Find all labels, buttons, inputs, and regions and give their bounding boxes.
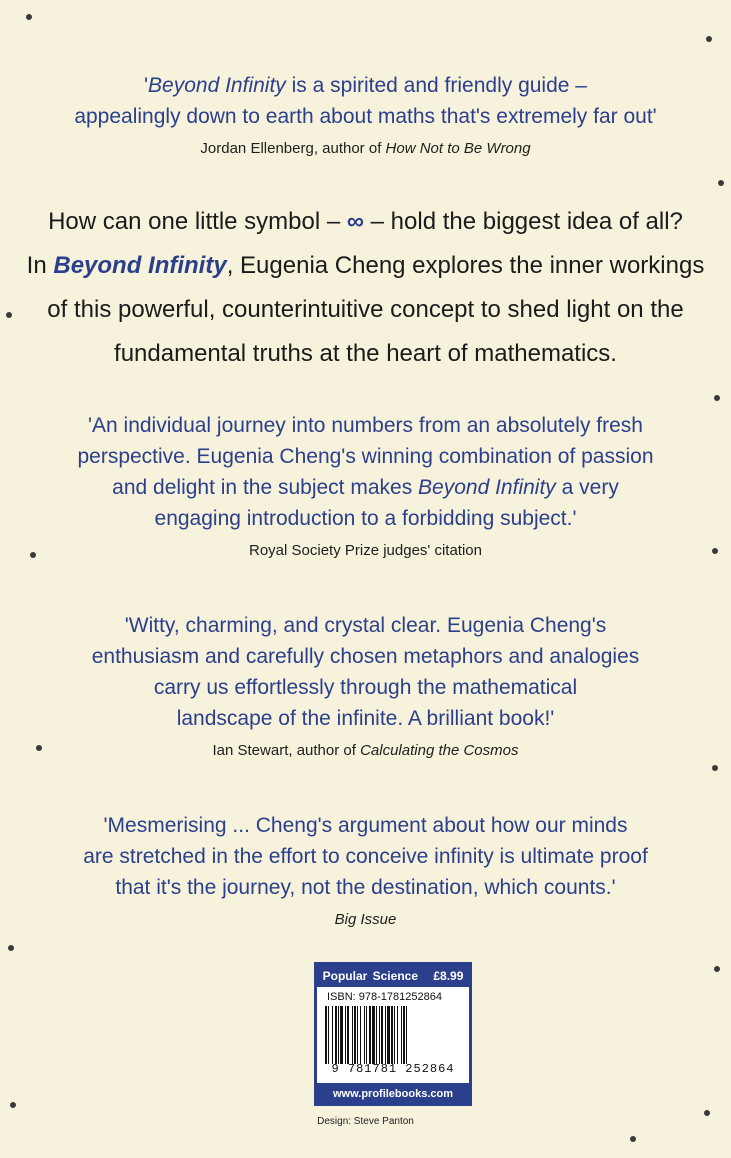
speck bbox=[630, 1136, 636, 1142]
barcode-graphic bbox=[323, 1006, 463, 1064]
speck bbox=[8, 945, 14, 951]
barcode-bar bbox=[354, 1006, 356, 1064]
barcode-panel bbox=[317, 987, 469, 1083]
barcode-bar bbox=[345, 1006, 346, 1064]
barcode-bar bbox=[376, 1006, 377, 1064]
speck bbox=[26, 14, 32, 20]
barcode-bar bbox=[325, 1006, 327, 1064]
blurb-line: of this powerful, counterintuitive concept to shed light on the bbox=[47, 296, 684, 323]
barcode-bar bbox=[401, 1006, 402, 1064]
blurb-line: How can one little symbol – ∞ – hold the biggest idea of all? bbox=[48, 208, 683, 235]
barcode-bar bbox=[369, 1006, 371, 1064]
barcode-bar bbox=[406, 1006, 407, 1064]
quote-attribution: Big Issue bbox=[334, 911, 397, 928]
barcode-bar bbox=[372, 1006, 375, 1064]
price-barcode-box bbox=[314, 962, 472, 1106]
book-title: Beyond Infinity bbox=[148, 74, 286, 97]
barcode-bar bbox=[394, 1006, 395, 1064]
barcode-digits: 9 781781 252864 bbox=[331, 1062, 455, 1076]
barcode-bar bbox=[357, 1006, 358, 1064]
barcode-bar bbox=[332, 1006, 333, 1064]
barcode bbox=[323, 1006, 463, 1064]
publisher-website: www.profilebooks.com bbox=[333, 1088, 453, 1100]
quote-royal-society bbox=[0, 410, 731, 562]
barcode-bar bbox=[364, 1006, 365, 1064]
barcode-bar bbox=[387, 1006, 390, 1064]
quote-attribution: Jordan Ellenberg, author of How Not to Be Wrong bbox=[200, 140, 531, 157]
infinity-symbol: ∞ bbox=[346, 208, 364, 235]
design-credit: Design: Steve Panton bbox=[317, 1116, 414, 1127]
speck bbox=[718, 180, 724, 186]
category-label: Popular Science bbox=[322, 969, 418, 983]
speck bbox=[706, 36, 712, 42]
book-title: Beyond Infinity bbox=[418, 476, 556, 499]
speck bbox=[714, 395, 720, 401]
quote-ellenberg bbox=[0, 70, 731, 160]
price-label: £8.99 bbox=[433, 969, 464, 983]
blurb-line: In Beyond Infinity, Eugenia Cheng explores the inner workings bbox=[26, 252, 705, 279]
quote-text: 'Mesmerising ... Cheng's argument about how our minds are stretched in the effort to conceive infinity is ultimate proof that it's the journey, not the destination, which counts.' bbox=[83, 814, 648, 899]
barcode-bar bbox=[338, 1006, 339, 1064]
price-header bbox=[317, 965, 469, 987]
barcode-bar bbox=[328, 1006, 329, 1064]
barcode-bar bbox=[347, 1006, 349, 1064]
barcode-bar bbox=[352, 1006, 353, 1064]
quote-attribution: Ian Stewart, author of Calculating the Cosmos bbox=[212, 742, 519, 759]
barcode-bar bbox=[385, 1006, 386, 1064]
barcode-bar bbox=[379, 1006, 380, 1064]
quote-stewart bbox=[0, 610, 731, 762]
book-title: Beyond Infinity bbox=[53, 252, 227, 279]
book-blurb bbox=[0, 200, 731, 376]
quote-attribution: Royal Society Prize judges' citation bbox=[249, 542, 482, 559]
speck bbox=[714, 966, 720, 972]
barcode-bar bbox=[403, 1006, 405, 1064]
blurb-line: fundamental truths at the heart of mathematics. bbox=[114, 340, 617, 367]
barcode-bar bbox=[366, 1006, 367, 1064]
quote-text: 'An individual journey into numbers from an absolutely fresh perspective. Eugenia Cheng's winning combination of passion and delight in the subject makes Beyond Infinity a very engaging introduction to a forbidding subject.' bbox=[77, 414, 654, 530]
barcode-bar bbox=[360, 1006, 361, 1064]
speck bbox=[712, 765, 718, 771]
barcode-bar bbox=[381, 1006, 383, 1064]
barcode-bar bbox=[335, 1006, 337, 1064]
barcode-bar bbox=[391, 1006, 393, 1064]
quote-text: 'Witty, charming, and crystal clear. Eugenia Cheng's enthusiasm and carefully chosen metaphors and analogies carry us effortlessly through the mathematical landscape of the infinite. A brilliant book!' bbox=[91, 614, 640, 730]
barcode-bar bbox=[397, 1006, 398, 1064]
speck bbox=[10, 1102, 16, 1108]
barcode-bar bbox=[340, 1006, 343, 1064]
isbn-label: ISBN: 978-1781252864 bbox=[327, 991, 442, 1003]
quote-text: 'Beyond Infinity is a spirited and friendly guide – appealingly down to earth about maths that's extremely far out' bbox=[74, 74, 657, 128]
quote-big-issue bbox=[0, 810, 731, 931]
